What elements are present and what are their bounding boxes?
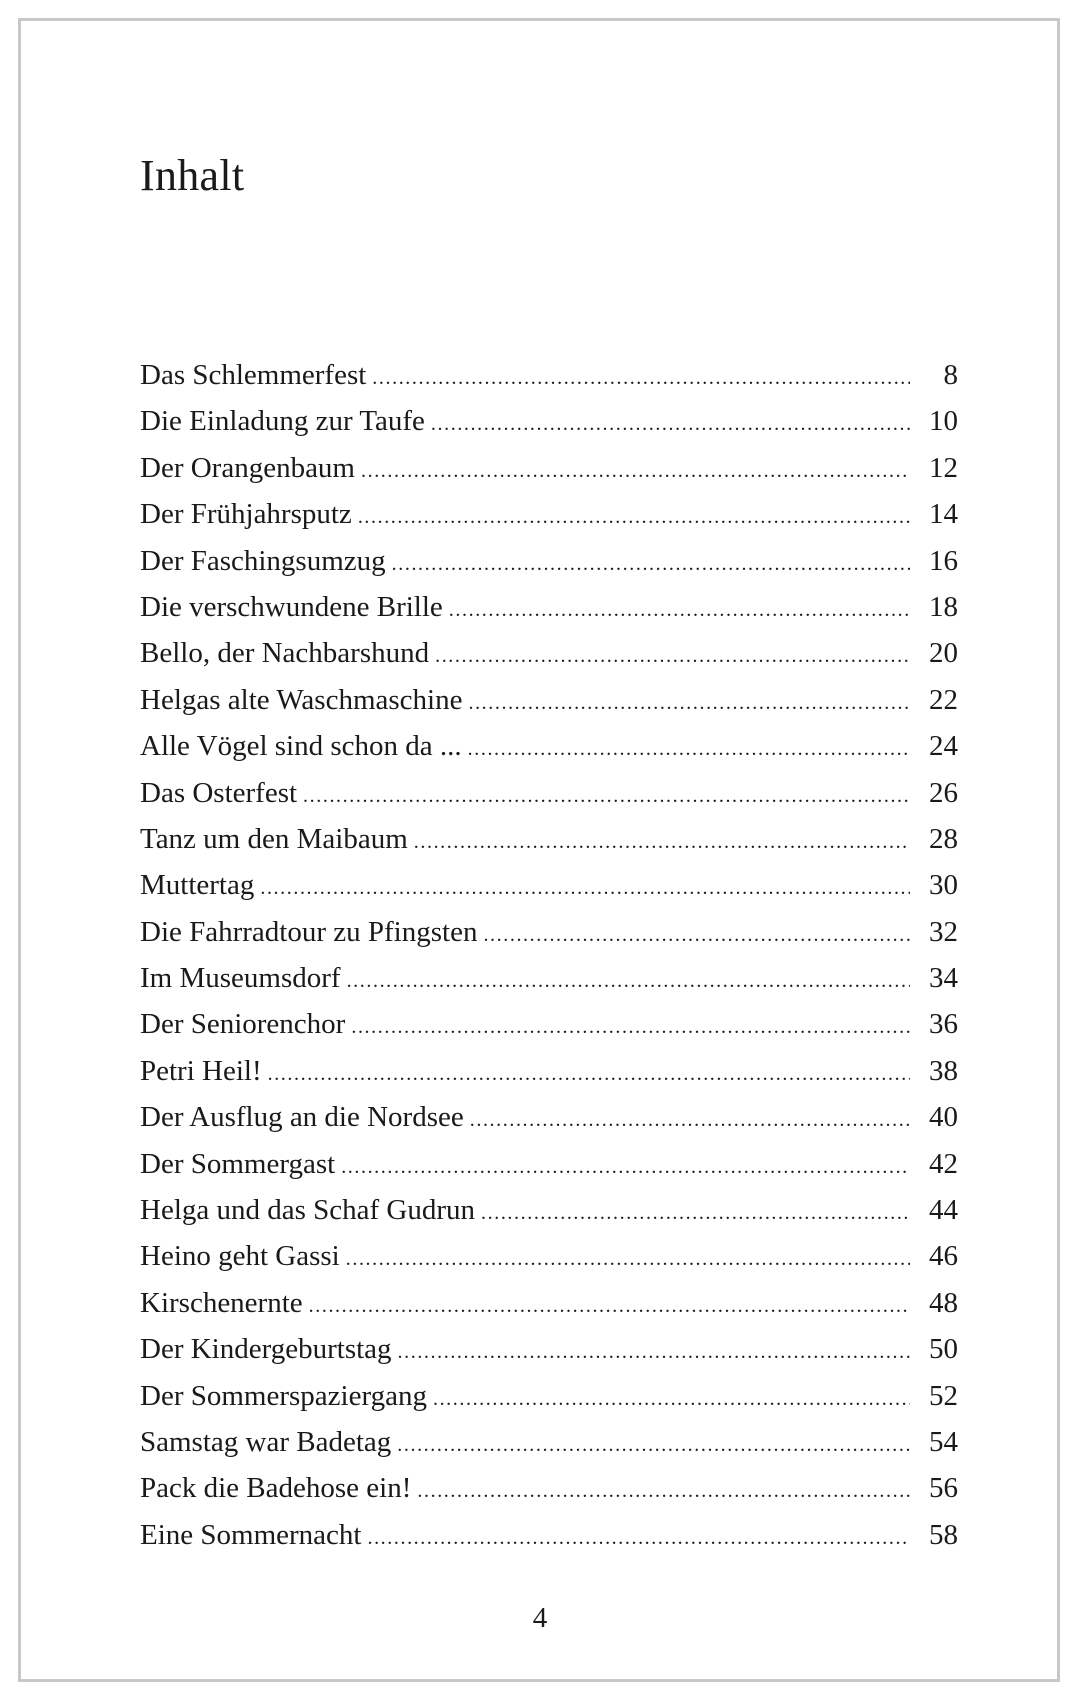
toc-entry-page: 36	[929, 1008, 958, 1041]
toc-entry[interactable]	[140, 1001, 958, 1047]
toc-entry-page: 46	[929, 1240, 958, 1273]
toc-entry[interactable]	[140, 770, 958, 816]
dot-leader	[433, 1376, 910, 1422]
toc-entry-page: 10	[929, 405, 958, 438]
toc-entry-page: 28	[929, 822, 958, 855]
dot-leader	[303, 773, 910, 819]
toc-entry-page: 42	[929, 1147, 958, 1180]
toc-entry-page: 44	[929, 1194, 958, 1227]
toc-entry-title: Die verschwundene Brille	[140, 590, 443, 623]
toc-entry-title: Eine Sommernacht	[140, 1518, 362, 1551]
toc-entry-page: 30	[929, 869, 958, 902]
toc-entry[interactable]	[140, 538, 958, 584]
toc-entry-title: Die Einladung zur Taufe	[140, 405, 425, 438]
toc-entry-page: 24	[929, 730, 958, 763]
toc-entry[interactable]	[140, 677, 958, 723]
toc-entry[interactable]	[140, 1326, 958, 1372]
toc-entry-title: Das Schlemmerfest	[140, 359, 367, 391]
toc-entry[interactable]	[140, 398, 958, 444]
toc-entry-page: 14	[929, 498, 958, 531]
toc-entry[interactable]	[140, 816, 958, 862]
dot-leader	[470, 1097, 910, 1143]
table-of-contents	[140, 352, 958, 1558]
dot-leader	[468, 680, 910, 726]
toc-entry-title: Der Frühjahrsputz	[140, 498, 352, 531]
dot-leader	[351, 1004, 910, 1050]
toc-entry[interactable]	[140, 1512, 958, 1558]
toc-entry-page: 20	[929, 637, 958, 670]
toc-entry[interactable]	[140, 1419, 958, 1465]
dot-leader	[431, 401, 910, 447]
toc-entry[interactable]	[140, 352, 958, 398]
toc-entry-title: Tanz um den Maibaum	[140, 822, 408, 855]
toc-entry-title: Samstag war Badetag	[140, 1425, 392, 1458]
toc-entry-title: Helga und das Schaf Gudrun	[140, 1194, 476, 1227]
toc-entry-page: 22	[929, 683, 958, 716]
toc-entry[interactable]	[140, 1187, 958, 1233]
dot-leader	[435, 633, 910, 679]
toc-entry-page: 48	[929, 1286, 958, 1319]
toc-entry-page: 34	[929, 962, 958, 995]
toc-entry[interactable]	[140, 1233, 958, 1279]
toc-entry-title: Im Museumsdorf	[140, 962, 341, 995]
toc-entry-title: Muttertag	[140, 869, 255, 902]
page-title: Inhalt	[140, 151, 245, 200]
toc-entry[interactable]	[140, 1465, 958, 1511]
toc-entry[interactable]	[140, 723, 958, 769]
page-number: 4	[532, 1602, 548, 1634]
toc-entry-page: 26	[929, 776, 958, 809]
dot-leader	[414, 819, 910, 865]
toc-entry[interactable]	[140, 1048, 958, 1094]
dot-leader	[361, 448, 910, 494]
dot-leader	[468, 726, 910, 772]
toc-entry-title: Der Orangenbaum	[140, 451, 355, 484]
toc-entry-page: 56	[929, 1472, 958, 1505]
toc-entry-title: Alle Vögel sind schon da ...	[140, 730, 462, 763]
toc-entry[interactable]	[140, 1141, 958, 1187]
toc-entry[interactable]	[140, 445, 958, 491]
dot-leader	[397, 1422, 910, 1468]
dot-leader	[417, 1468, 910, 1514]
toc-entry-page: 50	[929, 1333, 958, 1366]
toc-entry-title: Helgas alte Waschmaschine	[140, 683, 463, 716]
toc-entry-page: 38	[929, 1054, 958, 1087]
toc-entry[interactable]	[140, 630, 958, 676]
toc-entry-title: Das Osterfest	[140, 776, 298, 809]
dot-leader	[392, 541, 910, 587]
toc-entry-page: 18	[929, 590, 958, 623]
toc-entry[interactable]	[140, 862, 958, 908]
toc-entry-page: 16	[929, 544, 958, 577]
toc-entry-title: Heino geht Gassi	[140, 1240, 340, 1273]
dot-leader	[347, 958, 910, 1004]
toc-entry-title: Der Sommergast	[140, 1147, 336, 1180]
toc-entry-title: Der Faschingsumzug	[140, 544, 386, 577]
toc-entry-page: 40	[929, 1101, 958, 1134]
toc-entry-page: 8	[943, 359, 958, 391]
toc-entry-title: Pack die Badehose ein!	[140, 1472, 412, 1505]
toc-entry-page: 12	[929, 451, 958, 484]
toc-entry-title: Bello, der Nachbarshund	[140, 637, 430, 670]
dot-leader	[449, 587, 910, 633]
toc-entry-title: Die Fahrradtour zu Pfingsten	[140, 915, 478, 948]
toc-entry-title: Der Kindergeburtstag	[140, 1333, 392, 1366]
toc-entry-page: 54	[929, 1425, 958, 1458]
toc-entry-page: 58	[929, 1518, 958, 1551]
dot-leader	[483, 912, 910, 958]
toc-entry[interactable]	[140, 909, 958, 955]
dot-leader	[367, 1515, 910, 1561]
toc-entry[interactable]	[140, 584, 958, 630]
dot-leader	[398, 1329, 910, 1375]
toc-entry-page: 52	[929, 1379, 958, 1412]
dot-leader	[481, 1190, 910, 1236]
toc-entry[interactable]	[140, 491, 958, 537]
toc-entry[interactable]	[140, 955, 958, 1001]
toc-entry-title: Der Ausflug an die Nordsee	[140, 1101, 464, 1134]
toc-entry-page: 32	[929, 915, 958, 948]
toc-entry-title: Der Sommerspaziergang	[140, 1379, 427, 1412]
toc-entry[interactable]	[140, 1094, 958, 1140]
dot-leader	[358, 494, 910, 540]
toc-entry-title: Der Seniorenchor	[140, 1008, 346, 1041]
toc-entry-title: Petri Heil!	[140, 1054, 262, 1087]
toc-entry-title: Kirschenernte	[140, 1286, 303, 1319]
dot-leader	[260, 865, 910, 911]
dot-leader	[372, 355, 910, 401]
toc-entry[interactable]	[140, 1280, 958, 1326]
dot-leader	[341, 1144, 910, 1190]
dot-leader	[346, 1236, 910, 1282]
dot-leader	[309, 1283, 910, 1329]
toc-entry[interactable]	[140, 1373, 958, 1419]
dot-leader	[268, 1051, 910, 1097]
